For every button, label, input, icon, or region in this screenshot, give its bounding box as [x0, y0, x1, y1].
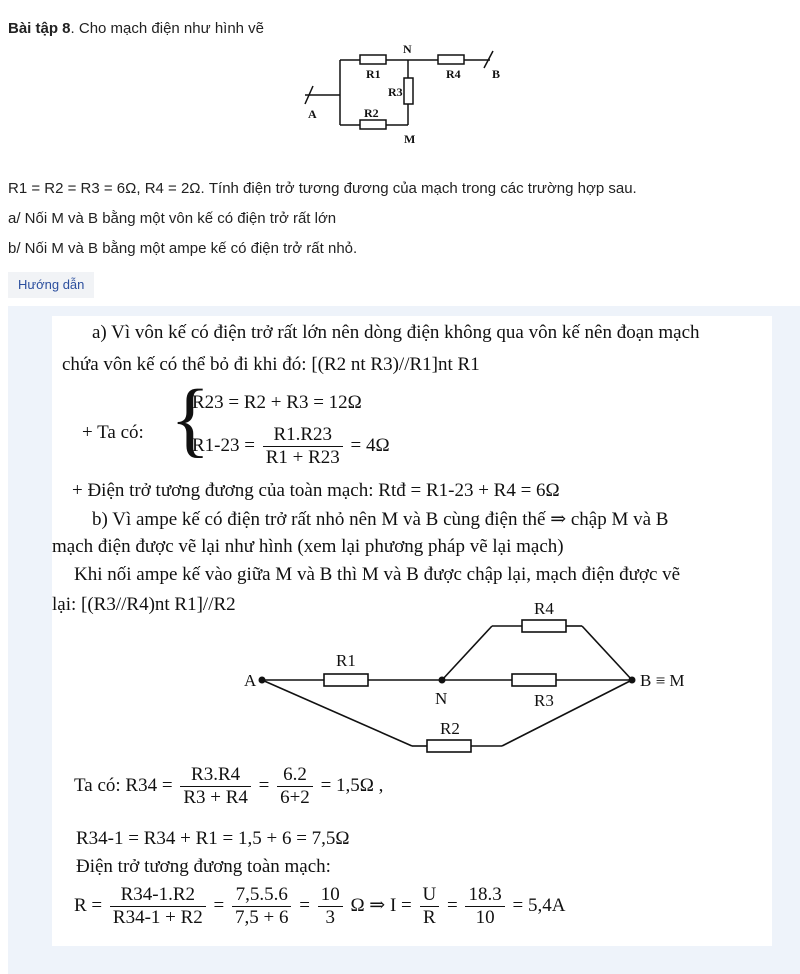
node-m: M [404, 132, 416, 146]
circuit-diagram [300, 40, 520, 150]
r2-label: R2 [364, 106, 379, 120]
r3-label: R3 [388, 85, 403, 99]
c2-r4: R4 [534, 599, 554, 618]
r4-label: R4 [446, 67, 461, 81]
r1-label: R1 [366, 67, 381, 81]
sol-b-line1: b) Vì ampe kế có điện trở rất nhỏ nên M và B cùng điện thế ⇒ chập M và B [92, 509, 669, 530]
sol-final: R = $\frac{R34-1.R2}{R34-1 + R2}$ = $\frac{7,5.5.6}{7,5 + 6}$ = $\frac{10}{3}$ Ω ⇒ I = $\frac{U}{R}$ = $\frac{18.3}{10}$ = 5,4A [74, 884, 566, 928]
solution-image [52, 316, 772, 946]
node-a: A [308, 107, 317, 121]
sol-a-line1: a) Vì vôn kế có điện trở rất lớn nên dòng điện không qua vôn kế nên đoạn mạch [92, 322, 700, 343]
sol-total-label: Điện trở tương đương toàn mạch: [76, 856, 331, 877]
sol-r34: Ta có: R34 = $\frac{R3.R4}{R3 + R4}$ = $\frac{6.2}{6+2}$ = 1,5Ω , [74, 764, 384, 808]
sol-r23: R23 = R2 + R3 = 12Ω [192, 392, 362, 413]
node-b: B [492, 67, 501, 81]
c2-node-bm: B ≡ M [640, 671, 685, 690]
c2-r2: R2 [440, 719, 460, 738]
sol-b-line4: lại: [(R3//R4)nt R1]//R2 [52, 594, 236, 615]
exercise-number: Bài tập 8 [8, 20, 71, 37]
c2-node-n: N [435, 689, 448, 708]
sol-b-line2: mạch điện được vẽ lại như hình (xem lại phương pháp vẽ lại mạch) [52, 536, 564, 557]
question-a: a/ Nối M và B bằng một vôn kế có điện trở rất lớn [8, 210, 337, 227]
exercise-title [8, 20, 264, 37]
solution-panel [8, 306, 800, 974]
c2-r3: R3 [534, 691, 554, 710]
exercise-prompt: . Cho mạch điện như hình vẽ [70, 20, 265, 37]
node-n: N [403, 42, 412, 56]
sol-b-line3: Khi nối ampe kế vào giữa M và B thì M và B được chập lại, mạch điện được vẽ [74, 564, 681, 585]
sol-ta-co: + Ta có: [82, 422, 144, 443]
given-values: R1 = R2 = R3 = 6Ω, R4 = 2Ω. Tính điện trở tương đương của mạch trong các trường hợp sau. [8, 180, 637, 197]
sol-rtd: + Điện trở tương đương của toàn mạch: Rtđ = R1-23 + R4 = 6Ω [72, 480, 560, 501]
hint-button[interactable]: Hướng dẫn [8, 272, 94, 298]
question-b: b/ Nối M và B bằng một ampe kế có điện trở rất nhỏ. [8, 240, 358, 257]
sol-r123: R1-23 = $\frac{R1.R23}{R1 + R23}$ = 4Ω [192, 424, 390, 468]
sol-r341: R34-1 = R34 + R1 = 1,5 + 6 = 7,5Ω [76, 828, 350, 849]
c2-r1: R1 [336, 651, 356, 670]
sol-a-line2: chứa vôn kế có thể bỏ đi khi đó: [(R2 nt R3)//R1]nt R1 [62, 354, 480, 375]
redrawn-circuit [232, 596, 702, 766]
system-brace: { [170, 373, 211, 466]
c2-node-a: A [244, 671, 257, 690]
